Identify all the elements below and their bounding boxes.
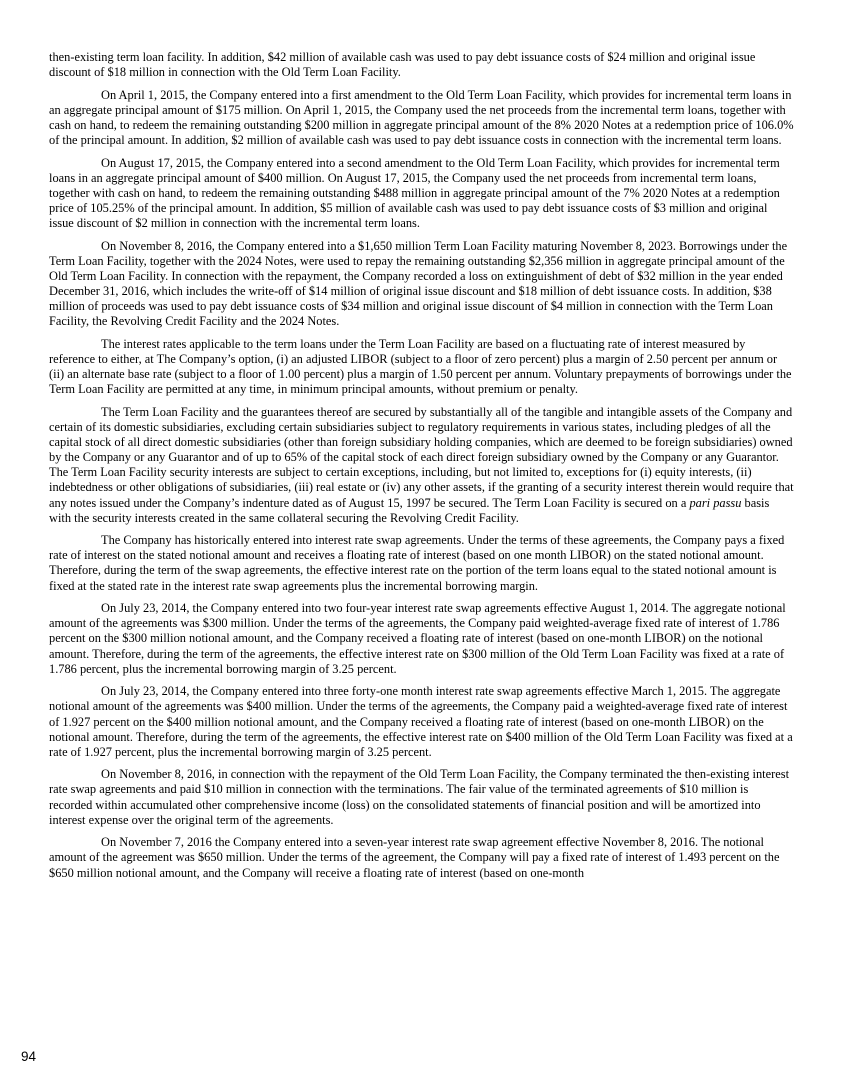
paragraph-swap-2014-four-year: On July 23, 2014, the Company entered into two four-year interest rate swap agreements effective August 1, 2014. The aggregate notional amount of the agreements was $300 million. Under the terms of the agreements, the Company paid weighted-average fixed rate of interest of 1.786 percent on the $300 million notional amount, and the Company received a floating rate of interest (based on one-month LIBOR) on the notional amount. Therefore, during the term of the agreements, the effective interest rate on $300 million of the Old Term Loan Facility was fixed at a rate of 1.786 percent, plus the incremental borrowing margin of 3.25 percent. — [49, 601, 786, 676]
collateral-text-italic: pari passu — [689, 495, 742, 510]
document-body — [49, 50, 794, 888]
paragraph-second-amendment: On August 17, 2015, the Company entered into a second amendment to the Old Term Loan Facility, which provides for incremental term loans in an aggregate principal amount of $400 million. On August 17, 2015, the Company used the net proceeds from incremental term loans, together with cash on hand, to redeem the remaining outstanding $488 million in aggregate principal amount of the 7% 2020 Notes at a redemption price of 105.25% of the principal amount. In addition, $5 million of available cash was used to pay debt issuance costs of $3 million and original issue discount of $2 million in connection with the incremental term loans. — [49, 155, 780, 231]
page-number: 94 — [21, 1049, 37, 1064]
paragraph-swap-overview: The Company has historically entered into interest rate swap agreements. Under the terms of these agreements, the Company pays a fixed rate of interest on the stated notional amount and receives a floating rate of interest (based on one month LIBOR) on the stated notional amount. Therefore, during the term of the swap agreements, the effective interest rate on the portion of the term loans equal to the stated notional amount is fixed at the stated rate in the interest rate swap agreements plus the incremental borrowing margin. — [49, 533, 785, 593]
paragraph-interest-rates: The interest rates applicable to the term loans under the Term Loan Facility are based on a fluctuating rate of interest measured by reference to either, at The Company’s option, (i) an adjusted LIBOR (subject to a floor of zero percent) plus a margin of 2.50 percent per annum or (ii) an alternate base rate (subject to a floor of 1.00 percent) plus a margin of 1.50 percent per annum. Voluntary prepayments of borrowings under the Term Loan Facility are permitted at any time, in minimum principal amounts, without premium or penalty. — [49, 336, 792, 397]
paragraph-swap-2016-seven-year: On November 7, 2016 the Company entered into a seven-year interest rate swap agreement effective November 8, 2016. The notional amount of the agreement was $650 million. Under the terms of the agreement, the Company will pay a fixed rate of interest of 1.493 percent on the $650 million notional amount, and the Company will receive a floating rate of interest (based on one-month — [49, 835, 780, 880]
paragraph-collateral — [49, 405, 794, 526]
paragraph-first-amendment: On April 1, 2015, the Company entered into a first amendment to the Old Term Loan Facility, which provides for incremental term loans in an aggregate principal amount of $175 million. On April 1, 2015, the Company used the net proceeds from the incremental term loans, together with cash on hand, to redeem the remaining outstanding $200 million in aggregate principal amount of the 8% 2020 Notes at a redemption price of 106.0% of the principal amount. In addition, $2 million of available cash was used to pay debt issuance costs in connection with the incremental term loans. — [49, 87, 794, 148]
paragraph-swap-2014-forty-one-month: On July 23, 2014, the Company entered into three forty-one month interest rate swap agreements effective March 1, 2015. The aggregate notional amount of the agreements was $400 million. Under the terms of the agreements, the Company paid a weighted-average fixed rate of interest of 1.927 percent on the $400 million notional amount, and the Company received a floating rate of interest (based on one-month LIBOR) on the notional amount. Therefore, during the term of the agreements, the effective interest rate on $400 million of the Old Term Loan Facility was fixed at a rate of 1.927 percent, plus the incremental borrowing margin of 3.25 percent. — [49, 684, 793, 759]
paragraph-term-loan-facility: On November 8, 2016, the Company entered into a $1,650 million Term Loan Facility maturing November 8, 2023. Borrowings under the Term Loan Facility, together with the 2024 Notes, were used to repay the remaining outstanding $2,356 million in aggregate principal amount of the Old Term Loan Facility. In connection with the repayment, the Company recorded a loss on extinguishment of debt of $32 million in the year ended December 31, 2016, which includes the write-off of $14 million of original issue discount and $18 million of debt issuance costs. In addition, $38 million of proceeds was used to pay debt issuance costs of $34 million and original issue discount of $4 million in connection with the Term Loan Facility, the Revolving Credit Facility and the 2024 Notes. — [49, 238, 788, 329]
collateral-text-after: basis with the security interests created in the same collateral securing the Revolving Credit Facility. — [49, 495, 770, 525]
collateral-text-before: The Term Loan Facility and the guarantees thereof are secured by substantially all of the tangible and intangible assets of the Company and certain of its domestic subsidiaries, excluding certain subsidiaries subject to regulatory requirements in various states, including pledges of all the capital stock of all direct domestic subsidiaries (other than foreign subsidiary holding companies, which are deemed to be foreign subsidiaries) owned by the Company or any Guarantor and of up to 65% of the capital stock of each direct foreign subsidiary owned by the Company or any Guarantor. The Term Loan Facility security interests are subject to certain exceptions, including, but not limited to, exceptions for (i) equity interests, (ii) indebtedness or other obligations of subsidiaries, (iii) real estate or (iv) any other assets, if the granting of a security interest therein would require that any notes issued under the Company’s indenture dated as of August 15, 1997 be secured. The Term Loan Facility is secured on a — [49, 404, 794, 510]
paragraph-term-loan-continuation: then-existing term loan facility. In addition, $42 million of available cash was used to pay debt issuance costs of $24 million and original issue discount of $18 million in connection with the Old Term Loan Facility. — [49, 50, 756, 80]
paragraph-swap-termination: On November 8, 2016, in connection with the repayment of the Old Term Loan Facility, the Company terminated the then-existing interest rate swap agreements and paid $10 million in connection with the terminations. The fair value of the terminated agreements of $10 million is recorded within accumulated other comprehensive income (loss) on the consolidated statements of financial position and will be amortized into interest expense over the original term of the agreements. — [49, 767, 790, 827]
